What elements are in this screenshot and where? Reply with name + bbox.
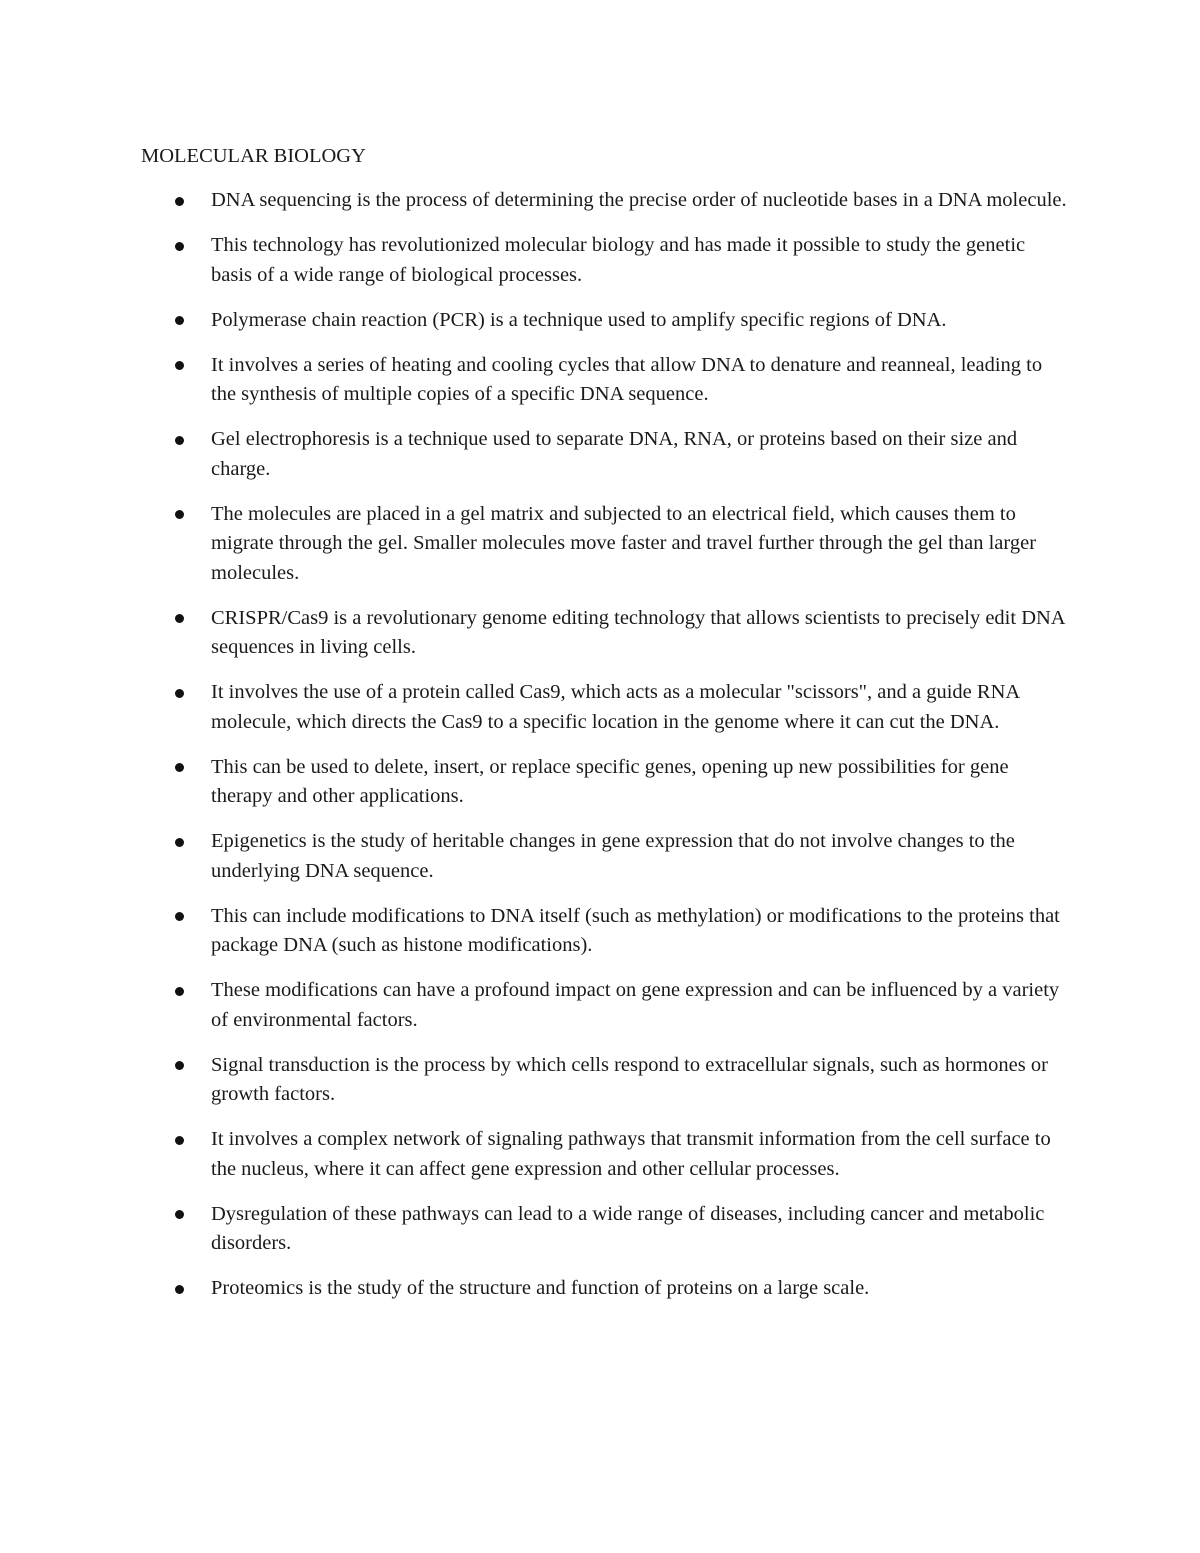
list-item	[141, 827, 1071, 886]
list-item-text: Gel electrophoresis is a technique used to separate DNA, RNA, or proteins based on their size and charge.	[211, 428, 1018, 480]
list-item	[141, 231, 1071, 290]
bullet-list	[141, 186, 1071, 1319]
list-item-text: The molecules are placed in a gel matrix and subjected to an electrical field, which causes them to migrate through the gel. Smaller molecules move faster and travel further through the gel than larger molecules.	[211, 502, 1037, 584]
list-item	[141, 902, 1071, 961]
list-item-text: Proteomics is the study of the structure and function of proteins on a large scale.	[211, 1277, 870, 1299]
list-item-text: It involves the use of a protein called Cas9, which acts as a molecular "scissors", and a guide RNA molecule, which directs the Cas9 to a specific location in the genome where it can cut the DNA.	[211, 681, 1020, 733]
list-item-text: DNA sequencing is the process of determining the precise order of nucleotide bases in a DNA molecule.	[211, 189, 1067, 211]
bullet-icon	[175, 763, 184, 772]
list-item	[141, 425, 1071, 484]
list-item	[141, 306, 1071, 336]
list-item-text: Polymerase chain reaction (PCR) is a technique used to amplify specific regions of DNA.	[211, 308, 947, 331]
bullet-icon	[175, 242, 184, 251]
list-item-text: Dysregulation of these pathways can lead to a wide range of diseases, including cancer and metabolic disorders.	[211, 1202, 1045, 1254]
bullet-icon	[175, 614, 184, 623]
list-item	[141, 1274, 1071, 1304]
bullet-icon	[175, 197, 184, 206]
bullet-icon	[175, 1061, 184, 1070]
list-item-text: Signal transduction is the process by which cells respond to extracellular signals, such as hormones or growth factors.	[211, 1053, 1048, 1105]
list-item	[141, 604, 1071, 663]
list-item-text: This can include modifications to DNA itself (such as methylation) or modifications to the proteins that package DNA (such as histone modifications).	[211, 904, 1060, 956]
bullet-icon	[175, 361, 184, 370]
list-item	[141, 1051, 1071, 1110]
list-item-text: It involves a complex network of signaling pathways that transmit information from the cell surface to the nucleus, where it can affect gene expression and other cellular processes.	[211, 1128, 1051, 1180]
list-item-text: This technology has revolutionized molecular biology and has made it possible to study the genetic basis of a wide range of biological processes.	[211, 234, 1026, 286]
list-item	[141, 1125, 1071, 1184]
bullet-icon	[175, 912, 184, 921]
bullet-icon	[175, 838, 184, 847]
list-item	[141, 678, 1071, 737]
list-item	[141, 976, 1071, 1035]
bullet-icon	[175, 316, 184, 325]
bullet-icon	[175, 1285, 184, 1294]
list-item	[141, 1200, 1071, 1259]
bullet-icon	[175, 987, 184, 996]
list-item	[141, 351, 1071, 410]
document-title: MOLECULAR BIOLOGY	[141, 145, 366, 167]
list-item	[141, 186, 1071, 216]
bullet-icon	[175, 1210, 184, 1219]
bullet-icon	[175, 436, 184, 445]
list-item-text: CRISPR/Cas9 is a revolutionary genome editing technology that allows scientists to precisely edit DNA sequences in living cells.	[211, 606, 1065, 658]
list-item-text: Epigenetics is the study of heritable changes in gene expression that do not involve changes to the underlying DNA sequence.	[211, 830, 1015, 882]
bullet-icon	[175, 689, 184, 698]
list-item-text: It involves a series of heating and cooling cycles that allow DNA to denature and reanneal, leading to the synthesis of multiple copies of a specific DNA sequence.	[211, 353, 1043, 405]
list-item	[141, 753, 1071, 812]
list-item	[141, 500, 1071, 589]
list-item-text: These modifications can have a profound impact on gene expression and can be influenced by a variety of environmental factors.	[211, 979, 1060, 1031]
bullet-icon	[175, 1136, 184, 1145]
bullet-icon	[175, 510, 184, 519]
list-item-text: This can be used to delete, insert, or replace specific genes, opening up new possibilities for gene therapy and other applications.	[211, 755, 1009, 807]
